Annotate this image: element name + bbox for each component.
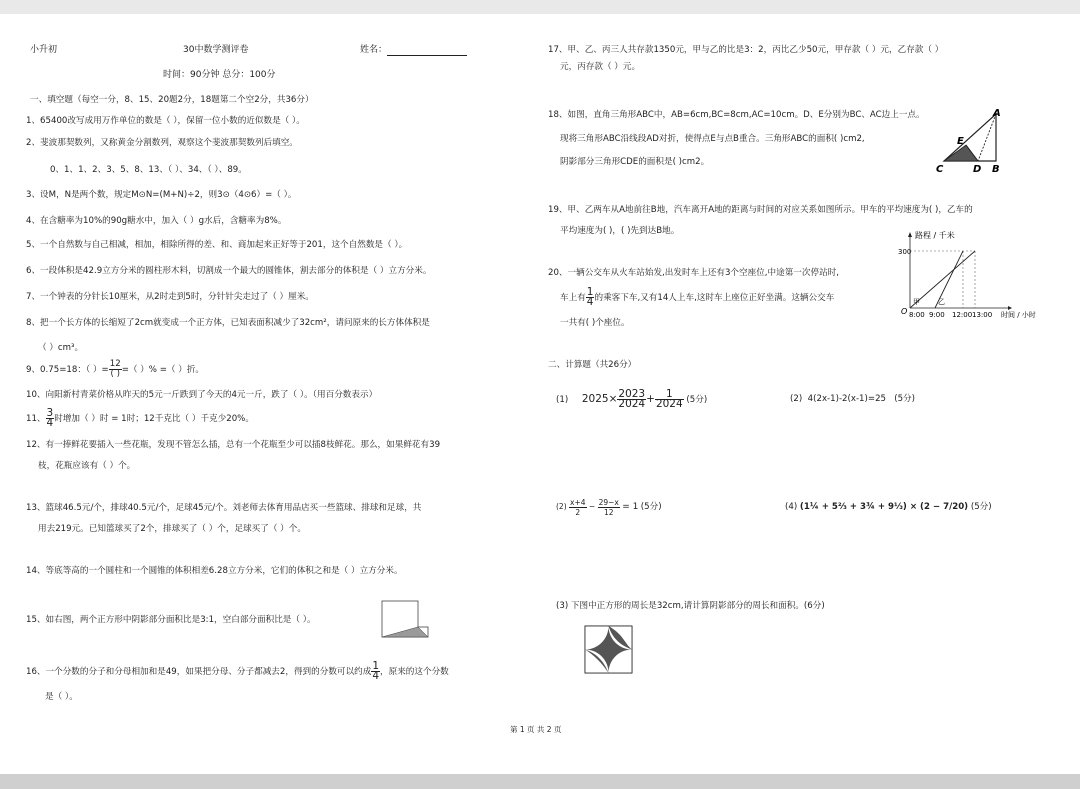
- q9-fraction: $\frac{12}{( )}$: [109, 359, 121, 379]
- graph-xtick-900: 9:00: [929, 311, 945, 319]
- question-8: 8、把一个长方体的长缩短了2cm就变成一个正方体，已知表面积减少了32cm²，请问原来的长方体体积是: [26, 318, 430, 328]
- bottom-bar: [0, 774, 1080, 789]
- q16-fraction: $\frac{1}{4}$: [372, 660, 379, 682]
- graph-origin: O: [901, 307, 908, 316]
- question-17-answer: 元，丙存款（ ）元。: [560, 62, 641, 72]
- graph-xtick-1300: 13:00: [972, 311, 993, 319]
- graph-xtick-800: 8:00: [909, 311, 925, 319]
- question-1: 1、65400改写成用万作单位的数是（ ），保留一位小数的近似数是（ ）。: [26, 116, 305, 126]
- square-petal-figure: [584, 625, 634, 675]
- question-13: 13、篮球46.5元/个，排球40.5元/个，足球45元/个。刘老师去体育用品店买一些篮球、排球和足球，共: [26, 503, 422, 513]
- time-score: 时间：90分钟 总分：100分: [163, 70, 276, 80]
- graph-jia: 甲: [913, 298, 920, 306]
- question-2-sequence: 0、1、1、2、3、5、8、13、（ ）、34、（ ）、89。: [50, 165, 247, 175]
- graph-xtick-1200: 12:00: [952, 311, 973, 319]
- label-c: C: [936, 164, 944, 175]
- graph-xlabel: 时间 / 小时: [1001, 311, 1036, 319]
- name-field: 姓名：: [360, 45, 467, 56]
- calc-3: (2) $\frac{x+4}{2}$ − $\frac{29-x}{12}$ = 1 (5分): [556, 497, 662, 517]
- question-8-answer: （ ）cm³。: [38, 343, 84, 353]
- c1-fraction-2: $\frac{1}{2024}$: [655, 388, 683, 410]
- question-14: 14、等底等高的一个圆柱和一个圆锥的体积相差6.28立方分米，它们的体积之和是（ ）立方分米。: [26, 566, 403, 576]
- question-19-answer: 平均速度为( )，( )先到达B地。: [560, 226, 680, 236]
- graph-yi: 乙: [938, 298, 945, 306]
- question-9: 9、0.75=18：（ ）= $\frac{12}{( )}$ =（ ）% =（ ）折。: [26, 359, 205, 379]
- question-17: 17、甲、乙、丙三人共存款1350元，甲与乙的比是3：2，丙比乙少50元，甲存款（ ）元，乙存款（ ）: [548, 45, 944, 55]
- section2-heading: 二、计算题（共26分）: [548, 360, 637, 370]
- exam-title: 30中数学测评卷: [183, 45, 249, 55]
- calc-4: (4) (1¼ + 5⅔ + 3¾ + 9⅓) × (2 − 7/20) (5分): [785, 502, 992, 512]
- triangle-figure: [930, 104, 1010, 176]
- question-4: 4、在含糖率为10%的90g糖水中，加入（ ）g水后，含糖率为8%。: [26, 216, 287, 226]
- calc-1: (1) 2025× $\frac{2023}{2024}$ + $\frac{1}{2024}$ (5分): [556, 388, 708, 410]
- question-11: 11、 $\frac{3}{4}$ 时增加（ ）时 = 1时；12千克比（ ）千克少20%。: [26, 407, 254, 429]
- calc-2: (2) 4(2x-1)-2(x-1)=25 (5分): [790, 394, 915, 404]
- q20-fraction: $\frac{1}{4}$: [586, 286, 594, 308]
- question-7: 7、一个钟表的分针长10厘米，从2时走到5时，分针针尖走过了（ ）厘米。: [26, 292, 314, 302]
- question-18: 18、如图，直角三角形ABC中，AB=6cm,BC=8cm,AC=10cm。D、E分别为BC、AC边上一点。: [548, 110, 925, 120]
- question-15: 15、如右图，两个正方形中阴影部分面积比是3:1，空白部分面积比是（ ）。: [26, 615, 316, 625]
- label-d: D: [973, 164, 982, 175]
- label-b: B: [992, 164, 1000, 175]
- c3-fraction-1: $\frac{x+4}{2}$: [570, 497, 586, 517]
- question-20: 20、一辆公交车从火车站始发,出发时车上还有3个空座位,中途第一次停站时,: [548, 268, 840, 278]
- grade-label: 小升初: [30, 45, 58, 55]
- label-e: E: [957, 136, 964, 147]
- calc-5: (3) 下图中正方形的周长是32cm,请计算阴影部分的周长和面积。(6分): [556, 601, 825, 611]
- c3-fraction-2: $\frac{29-x}{12}$: [598, 497, 619, 517]
- question-3: 3、设M，N是两个数，规定M⊙N=(M+N)÷2，则3⊙（4⊙6）=（ ）。: [26, 190, 297, 200]
- label-a: A: [993, 108, 1001, 119]
- c1-fraction-1: $\frac{2023}{2024}$: [618, 388, 646, 410]
- question-6: 6、一段体积是42.9立方分米的圆柱形木料，切割成一个最大的圆锥体，割去部分的体积是（ ）立方分米。: [26, 266, 432, 276]
- section1-heading: 一、填空题（每空一分，8、15、20题2分，18题第二个空2分，共36分）: [30, 95, 314, 105]
- q11-fraction: $\frac{3}{4}$: [46, 407, 54, 429]
- question-16: 16、一个分数的分子和分母相加和是49，如果把分母、分子都减去2，得到的分数可以约成 $\frac{1}{4}$ ，原来的这个分数: [26, 660, 449, 682]
- question-16-answer: 是（ ）。: [45, 692, 78, 702]
- question-12-answer: 枝，花瓶应该有（ ）个。: [38, 461, 136, 471]
- question-10: 10、向阳新村青菜价格从昨天的5元一斤跌到了今天的4元一斤，跌了（ ）。（用百分数表示）: [26, 390, 378, 400]
- question-12: 12、有一捧鲜花要插入一些花瓶，发现不管怎么插，总有一个花瓶至少可以插8枝鲜花。那么，如果鲜花有39: [26, 440, 441, 450]
- question-2: 2、斐波那契数列，又称黄金分割数列，观察这个斐波那契数列后填空。: [26, 138, 298, 148]
- two-squares-figure: [381, 600, 431, 640]
- question-20-answer: 一共有( )个座位。: [560, 318, 630, 328]
- question-5: 5、一个自然数与自己相减，相加，相除所得的差、和、商加起来正好等于201，这个自然数是（ ）。: [26, 240, 408, 250]
- page-footer: 第 1 页 共 2 页: [510, 725, 562, 734]
- question-19: 19、甲、乙两车从A地前往B地，汽车离开A地的距离与时间的对应关系如图所示。甲车的平均速度为( )，乙车的: [548, 205, 973, 215]
- graph-ylabel: 路程 / 千米: [915, 231, 955, 240]
- question-13-answer: 用去219元。已知篮球买了2个，排球买了（ ）个，足球买了（ ）个。: [38, 524, 306, 534]
- question-18-line3: 阴影部分三角形CDE的面积是( )cm2。: [560, 157, 710, 167]
- name-underline: [387, 46, 467, 56]
- graph-y300: 300: [898, 248, 912, 256]
- distance-time-graph: [898, 228, 1048, 323]
- question-18-line2: 现将三角形ABC沿线段AD对折，使得点E与点B重合。三角形ABC的面积( )cm2,: [560, 134, 865, 144]
- question-20-line2: 车上有 $\frac{1}{4}$ 的乘客下车,又有14人上车,这时车上座位正好坐满。这辆公交车: [560, 286, 835, 308]
